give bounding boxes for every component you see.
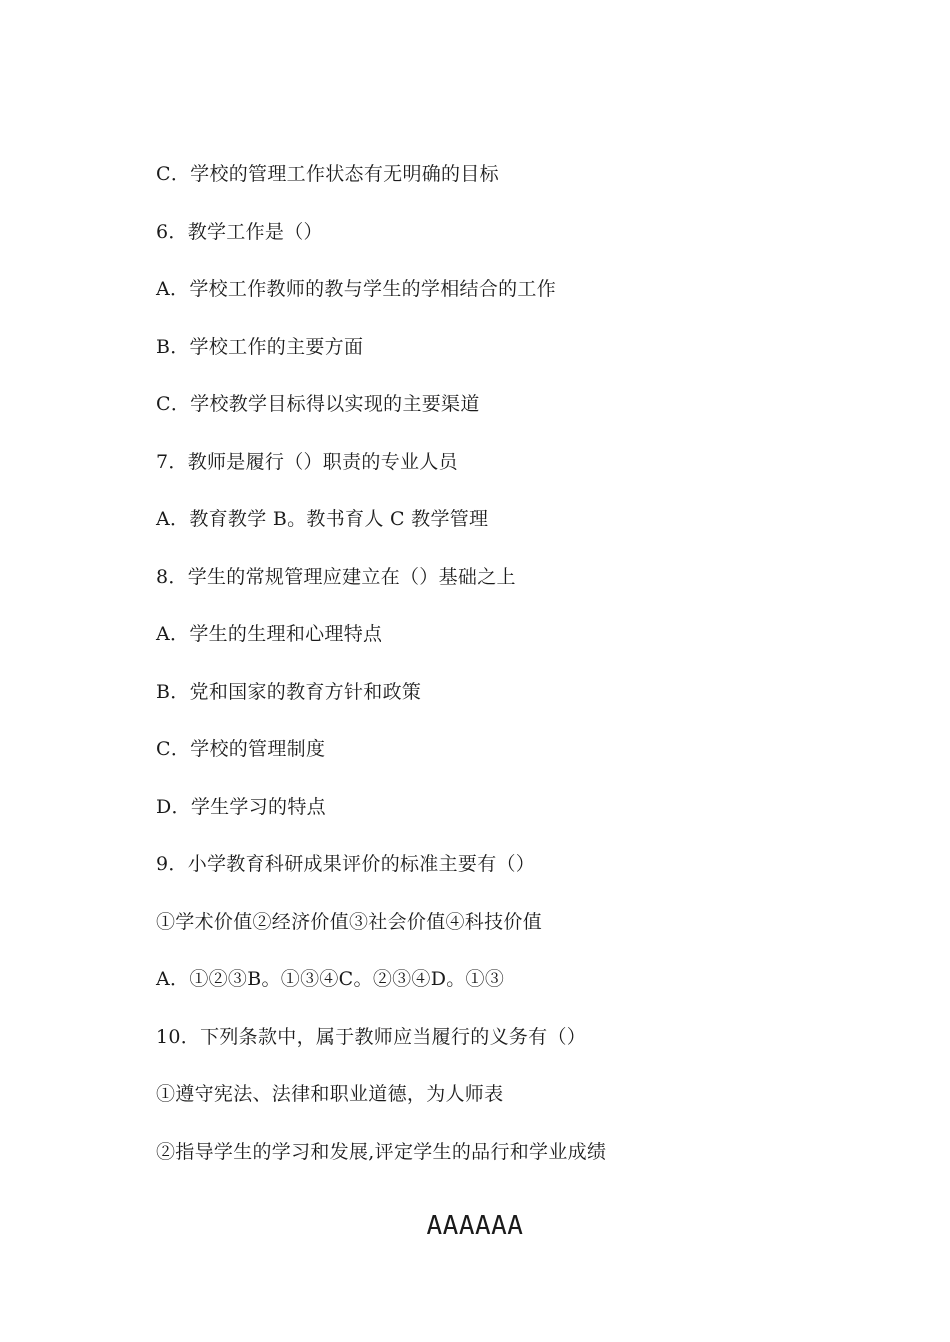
option-line: B．党和国家的教育方针和政策 <box>156 681 422 703</box>
question-line: 6．教学工作是（） <box>156 221 323 243</box>
text-line: ①遵守宪法、法律和职业道德，为人师表 <box>156 1083 504 1105</box>
page-footer: AAAAAA <box>426 1211 524 1241</box>
option-line: A．①②③B。①③④C。②③④D。①③ <box>156 968 505 990</box>
text-line: ①学术价值②经济价值③社会价值④科技价值 <box>156 911 543 933</box>
text-line: C．学校的管理工作状态有无明确的目标 <box>156 163 499 185</box>
text-line: ②指导学生的学习和发展,评定学生的品行和学业成绩 <box>156 1141 607 1163</box>
question-line: 9．小学教育科研成果评价的标准主要有（） <box>156 853 536 875</box>
question-line: 10．下列条款中，属于教师应当履行的义务有（） <box>156 1026 587 1048</box>
option-line: B．学校工作的主要方面 <box>156 336 364 358</box>
option-line: D．学生学习的特点 <box>156 796 326 818</box>
option-line: A．学校工作教师的教与学生的学相结合的工作 <box>156 278 557 300</box>
option-line: C．学校教学目标得以实现的主要渠道 <box>156 393 480 415</box>
question-line: 7．教师是履行（）职责的专业人员 <box>156 451 458 473</box>
option-line: A．学生的生理和心理特点 <box>156 623 383 645</box>
question-line: 8．学生的常规管理应建立在（）基础之上 <box>156 566 516 588</box>
option-line: A．教育教学 B。教书育人 C 教学管理 <box>156 508 489 530</box>
option-line: C．学校的管理制度 <box>156 738 326 760</box>
